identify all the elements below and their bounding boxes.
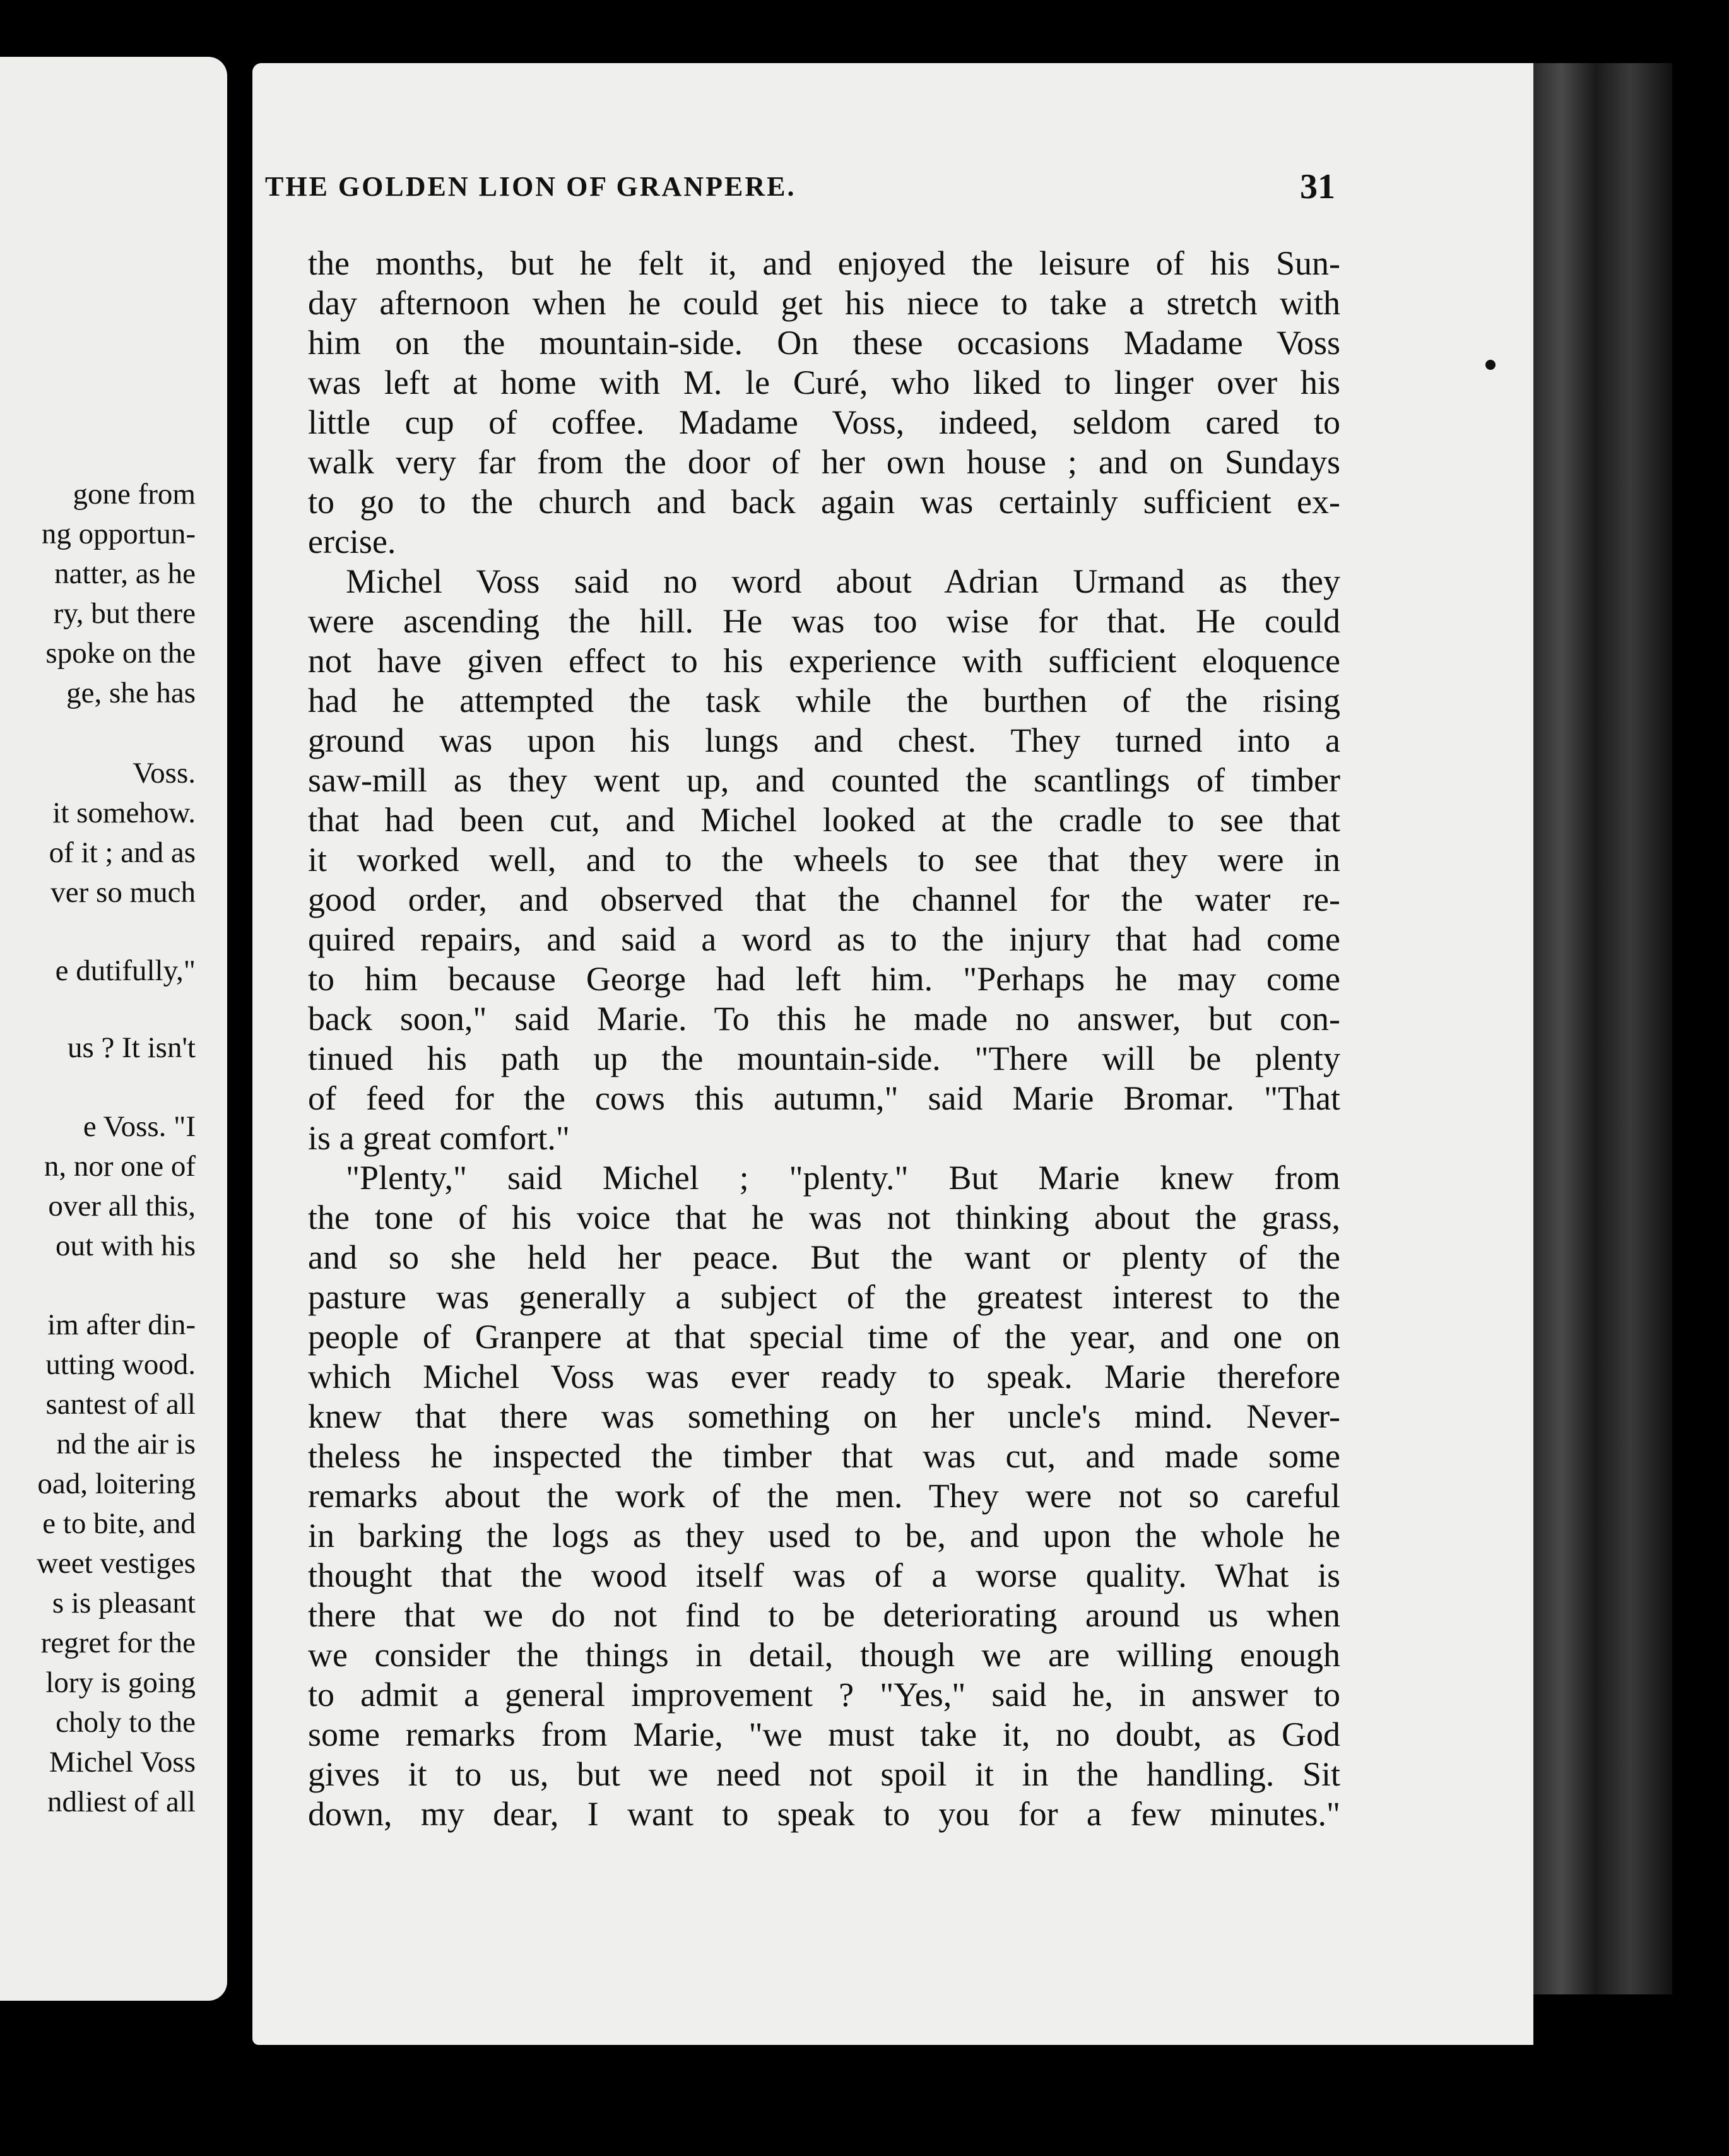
left-facing-page (0, 57, 227, 2001)
left-page-line: regret for the (40, 1626, 196, 1659)
text-line: him on the mountain-side. On these occasions Madame Voss (308, 324, 1340, 362)
left-page-line: im after din- (47, 1308, 196, 1341)
text-line: in barking the logs as they used to be, and upon the whole he (308, 1517, 1340, 1555)
page-speck (1485, 360, 1496, 370)
text-line: knew that there was something on her uncle's mind. Never- (308, 1397, 1340, 1435)
text-line: "Plenty," said Michel ; "plenty." But Marie knew from (346, 1159, 1340, 1197)
text-line: theless he inspected the timber that was cut, and made some (308, 1437, 1340, 1475)
text-line: little cup of coffee. Madame Voss, indeed, seldom cared to (308, 403, 1340, 441)
left-page-line: nd the air is (56, 1428, 196, 1460)
text-line: good order, and observed that the channel for the water re- (308, 880, 1340, 918)
text-line: ground was upon his lungs and chest. They turned into a (308, 721, 1340, 759)
text-line: to him because George had left him. "Perhaps he may come (308, 960, 1340, 998)
left-page-line: ry, but there (53, 597, 196, 630)
left-page-line: weet vestiges (37, 1547, 196, 1580)
body-text (308, 244, 1340, 1834)
left-page-line: of it ; and as (49, 836, 196, 869)
page-number: 31 (1300, 167, 1335, 206)
text-line: to go to the church and back again was certainly sufficient ex- (308, 483, 1340, 521)
text-line: is a great comfort." (308, 1119, 570, 1157)
left-page-line: santest of all (45, 1388, 196, 1421)
left-page-line: e Voss. "I (83, 1110, 196, 1143)
running-title: THE GOLDEN LION OF GRANPERE. (265, 171, 796, 202)
left-page-line: e to bite, and (42, 1507, 196, 1540)
left-page-line: n, nor one of (44, 1150, 196, 1183)
text-line: of feed for the cows this autumn," said Marie Bromar. "That (308, 1079, 1340, 1117)
left-page-line: spoke on the (45, 637, 196, 670)
text-line: Michel Voss said no word about Adrian Urmand as they (346, 562, 1340, 600)
left-page-line: ge, she has (66, 677, 196, 709)
text-line: day afternoon when he could get his niece to take a stretch with (308, 284, 1340, 322)
left-page-line: over all this, (48, 1190, 196, 1223)
left-page-line: it somehow. (52, 797, 196, 829)
left-page-line: ndliest of all (47, 1786, 196, 1818)
text-line: the months, but he felt it, and enjoyed the leisure of his Sun- (308, 244, 1340, 282)
text-line: pasture was generally a subject of the greatest interest to the (308, 1278, 1340, 1316)
text-line: we consider the things in detail, though we are willing enough (308, 1636, 1340, 1674)
text-line: quired repairs, and said a word as to the injury that had come (308, 920, 1340, 958)
left-page-line: out with his (56, 1229, 196, 1262)
text-line: which Michel Voss was ever ready to speak. Marie therefore (308, 1358, 1340, 1395)
left-page-line: natter, as he (54, 557, 196, 590)
left-page-line: e dutifully," (55, 954, 196, 987)
text-line: to admit a general improvement ? "Yes," said he, in answer to (308, 1676, 1340, 1714)
left-page-line: us ? It isn't (68, 1031, 196, 1064)
text-line: not have given effect to his experience with sufficient eloquence (308, 642, 1340, 680)
left-page-line: ver so much (50, 876, 196, 909)
running-head (265, 105, 1335, 206)
text-line: some remarks from Marie, "we must take it, no doubt, as God (308, 1715, 1340, 1753)
left-page-line: lory is going (45, 1666, 196, 1699)
left-page-line: ng opportun- (41, 518, 196, 550)
text-line: back soon," said Marie. To this he made no answer, but con- (308, 1000, 1340, 1038)
text-line: had he attempted the task while the burthen of the rising (308, 682, 1340, 720)
text-line: there that we do not find to be deteriorating around us when (308, 1596, 1340, 1634)
text-line: thought that the wood itself was of a worse quality. What is (308, 1556, 1340, 1594)
text-line: people of Granpere at that special time of the year, and one on (308, 1318, 1340, 1356)
text-line: gives it to us, but we need not spoil it in the handling. Sit (308, 1755, 1340, 1793)
left-page-line: oad, loitering (37, 1467, 196, 1500)
text-line: that had been cut, and Michel looked at the cradle to see that (308, 801, 1340, 839)
left-page-line: choly to the (56, 1706, 196, 1739)
text-line: ercise. (308, 523, 396, 560)
left-page-line: gone from (73, 478, 196, 511)
left-page-line: Voss. (133, 757, 196, 790)
book-edge (1533, 63, 1672, 1994)
text-line: it worked well, and to the wheels to see that they were in (308, 841, 1340, 879)
text-line: was left at home with M. le Curé, who liked to linger over his (308, 364, 1340, 401)
text-line: down, my dear, I want to speak to you for a few minutes." (308, 1795, 1340, 1833)
text-line: the tone of his voice that he was not thinking about the grass, (308, 1199, 1340, 1236)
left-page-line: s is pleasant (52, 1587, 196, 1620)
text-line: were ascending the hill. He was too wise for that. He could (308, 602, 1340, 640)
text-line: and so she held her peace. But the want or plenty of the (308, 1238, 1340, 1276)
text-line: tinued his path up the mountain-side. "There will be plenty (308, 1040, 1340, 1077)
text-line: remarks about the work of the men. They were not so careful (308, 1477, 1340, 1515)
left-page-line: Michel Voss (49, 1746, 196, 1779)
left-page-line: utting wood. (45, 1348, 196, 1381)
text-line: walk very far from the door of her own house ; and on Sundays (308, 443, 1340, 481)
text-line: saw-mill as they went up, and counted the scantlings of timber (308, 761, 1340, 799)
